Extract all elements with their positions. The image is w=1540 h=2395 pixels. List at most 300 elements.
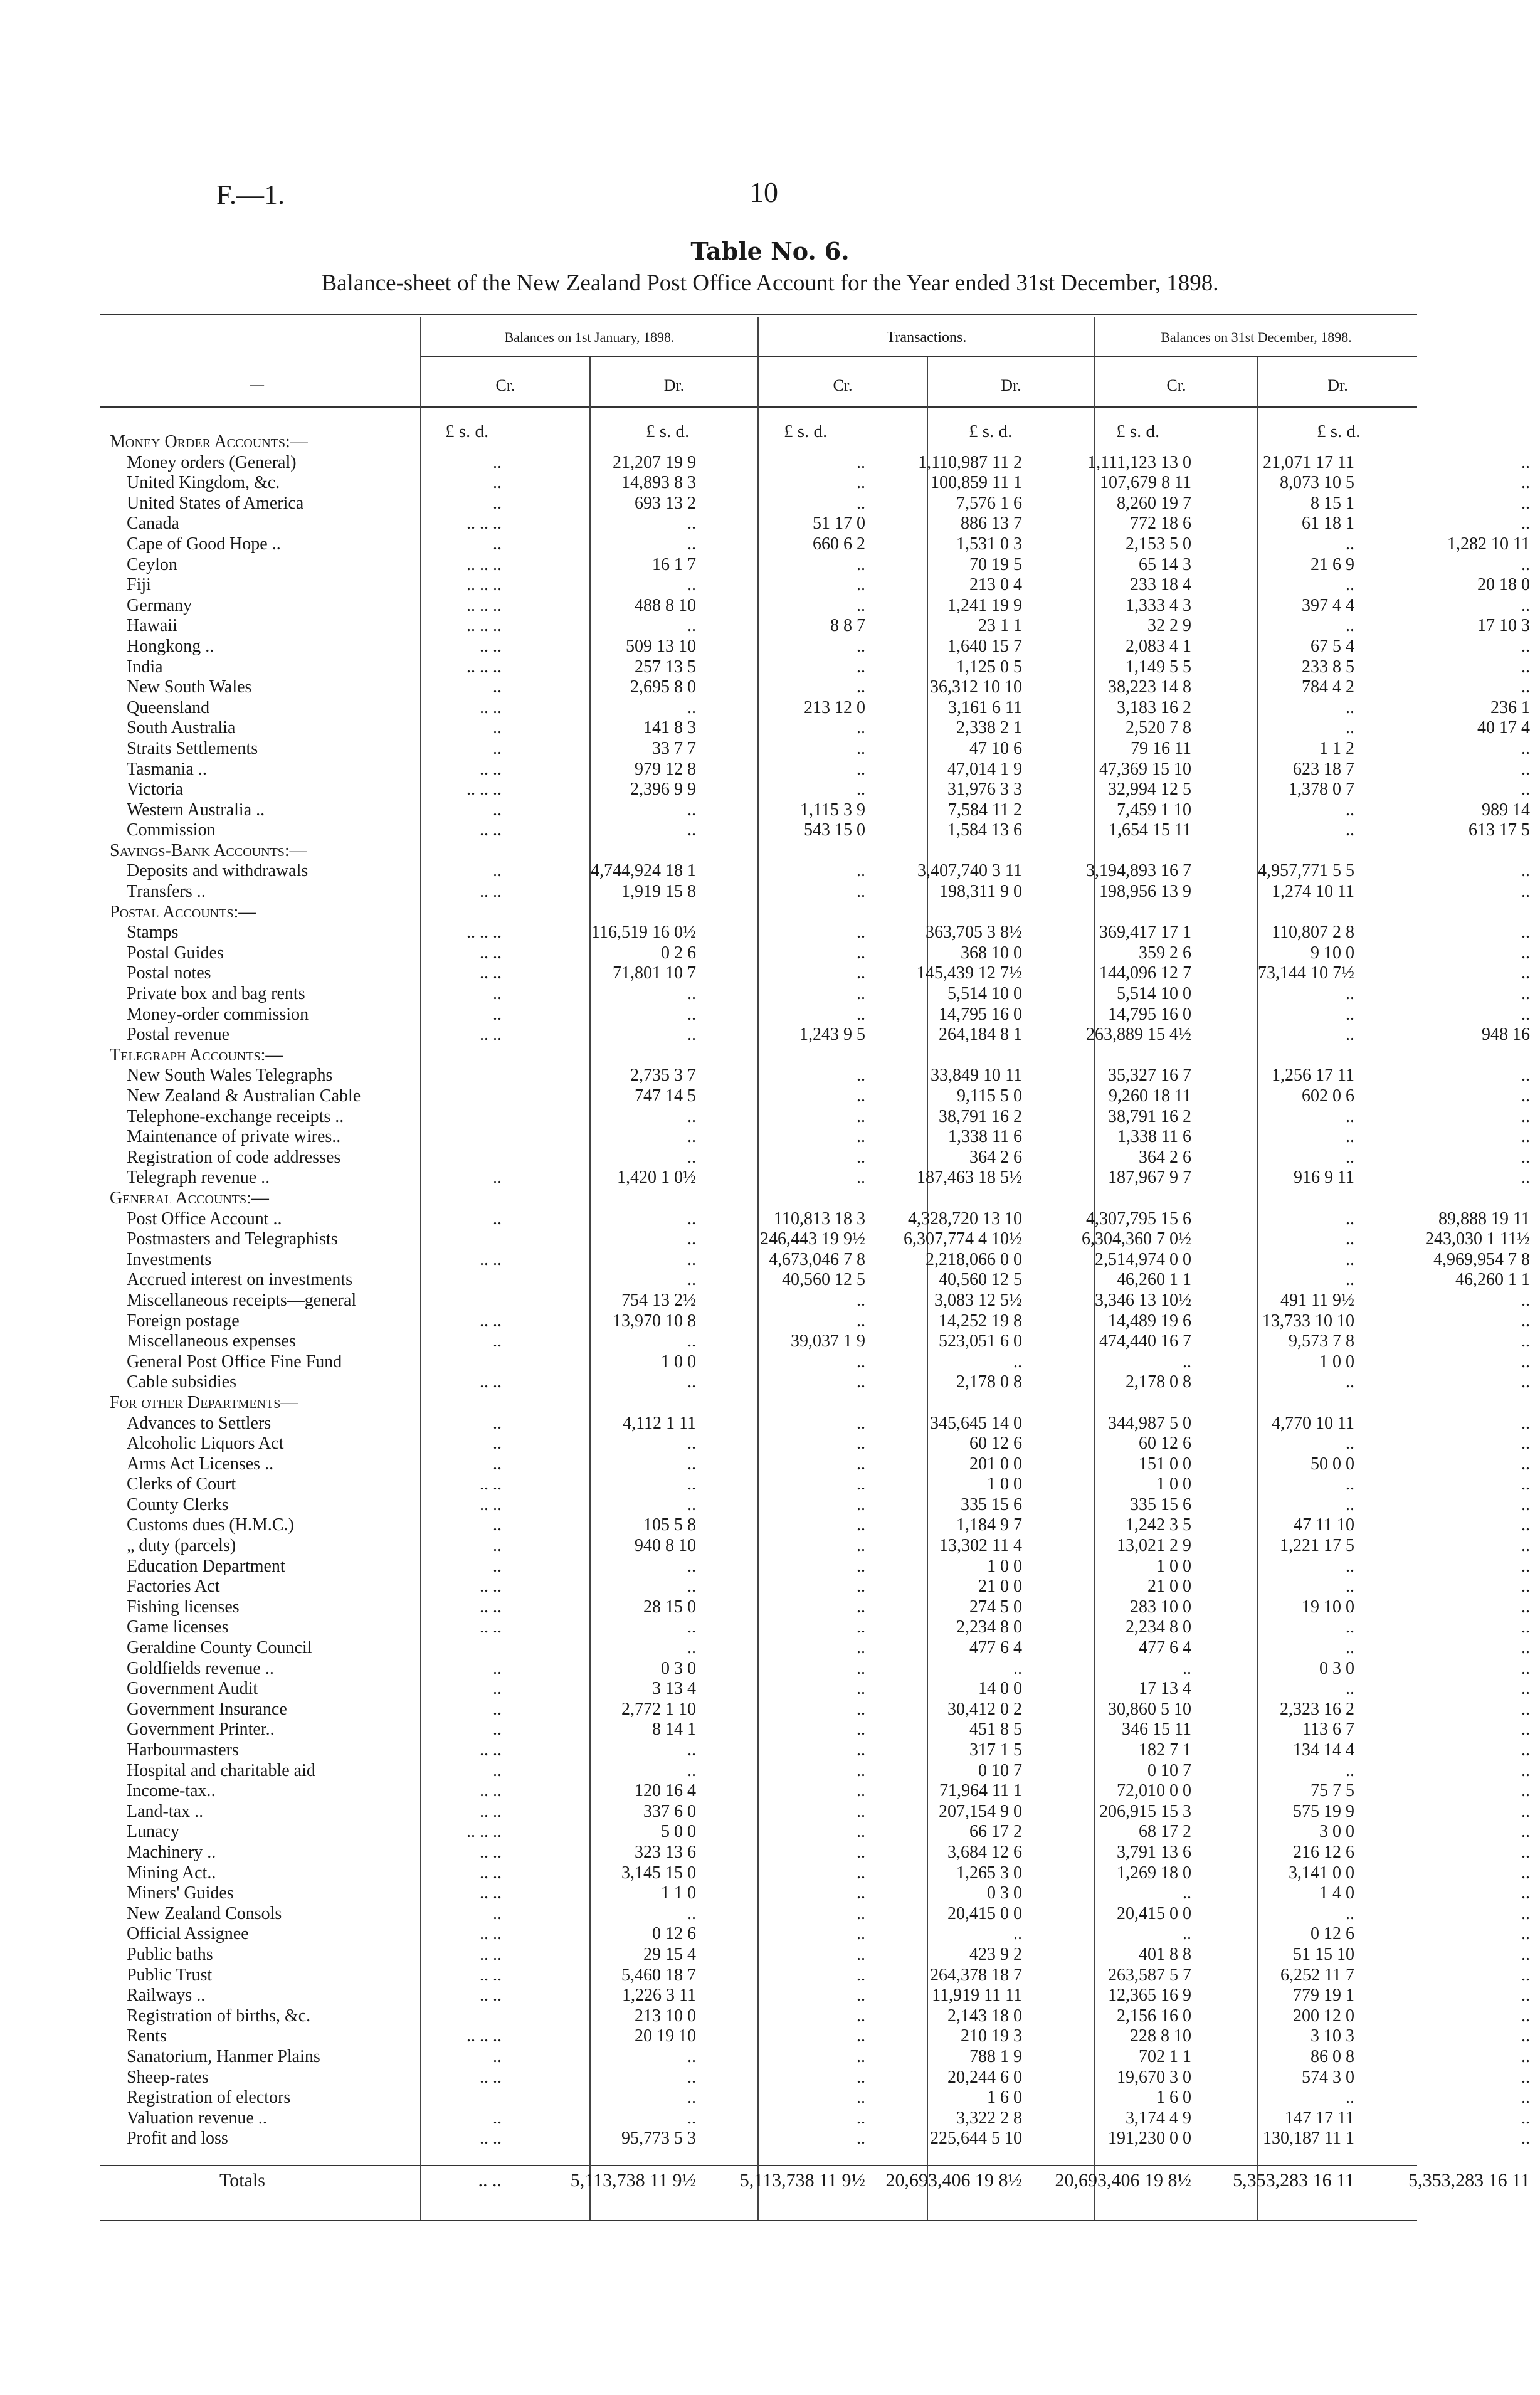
cell-dec-dr: .. bbox=[1521, 1863, 1530, 1883]
account-label: Registration of electors bbox=[127, 2088, 291, 2108]
cell-jan-cr: 3,145 15 0 bbox=[621, 1863, 696, 1883]
table-row bbox=[100, 1617, 1530, 1638]
cell-dec-cr: 916 9 11 bbox=[1294, 1168, 1354, 1188]
leader-dots: .. bbox=[493, 534, 502, 554]
cell-trans-dr: 0 10 7 bbox=[1147, 1760, 1191, 1780]
table-row bbox=[100, 2128, 1530, 2149]
leader-dots: .. bbox=[493, 1004, 502, 1024]
leader-dots: .. bbox=[493, 1720, 502, 1740]
account-label: Harbourmasters bbox=[127, 1740, 239, 1760]
cell-jan-dr: .. bbox=[857, 759, 865, 779]
cell-dec-cr: 574 3 0 bbox=[1302, 2067, 1354, 2087]
cell-jan-cr: 747 14 5 bbox=[635, 1086, 696, 1106]
section-heading-row bbox=[100, 841, 1417, 862]
subheader-cr: Cr. bbox=[1166, 376, 1186, 394]
account-label: Telephone-exchange receipts .. bbox=[127, 1106, 344, 1126]
leader-dots: .. .. bbox=[480, 759, 502, 779]
account-label: Machinery .. bbox=[127, 1842, 216, 1862]
cell-trans-cr: 364 2 6 bbox=[969, 1147, 1022, 1167]
cell-dec-cr: 110,807 2 8 bbox=[1272, 923, 1354, 943]
cell-trans-dr: 206,915 15 3 bbox=[1099, 1801, 1191, 1821]
cell-dec-cr: .. bbox=[1346, 1760, 1354, 1780]
header-bottom-rule bbox=[100, 406, 1417, 408]
leader-dots: .. bbox=[493, 2108, 502, 2128]
cell-trans-dr: 46,260 1 1 bbox=[1117, 1270, 1191, 1290]
cell-trans-cr: 2,143 18 0 bbox=[947, 2006, 1022, 2026]
cell-dec-dr: 1,282 10 11 bbox=[1447, 534, 1530, 554]
cell-jan-cr: .. bbox=[687, 820, 696, 840]
account-label: Advances to Settlers bbox=[127, 1413, 272, 1433]
table-row bbox=[100, 780, 1530, 800]
cell-dec-dr: .. bbox=[1521, 738, 1530, 758]
subheader-dr: Dr. bbox=[1001, 376, 1021, 394]
table-row bbox=[100, 2046, 1530, 2068]
cell-dec-cr: .. bbox=[1346, 1229, 1354, 1249]
cell-jan-dr: .. bbox=[857, 1965, 865, 1985]
cell-dec-cr: 1 1 2 bbox=[1319, 738, 1354, 758]
cell-jan-cr: .. bbox=[687, 1556, 696, 1576]
cell-jan-dr: .. bbox=[857, 452, 865, 472]
account-label: „ duty (parcels) bbox=[127, 1536, 236, 1556]
units-label: £ s. d. bbox=[784, 421, 828, 441]
cell-dec-dr: .. bbox=[1521, 1372, 1530, 1392]
leader-dots: .. bbox=[493, 1434, 502, 1454]
cell-trans-dr: 2,083 4 1 bbox=[1126, 636, 1191, 656]
table-row bbox=[100, 1699, 1530, 1720]
cell-jan-cr: 979 12 8 bbox=[635, 759, 696, 779]
table-row bbox=[100, 1372, 1530, 1393]
cell-jan-cr: 28 15 0 bbox=[643, 1597, 696, 1617]
account-label: Ceylon bbox=[127, 554, 177, 574]
cell-jan-dr: .. bbox=[857, 780, 865, 800]
cell-trans-dr: 9,260 18 11 bbox=[1109, 1086, 1191, 1106]
cell-trans-dr: 182 7 1 bbox=[1139, 1740, 1191, 1760]
cell-trans-cr: 71,964 11 1 bbox=[939, 1781, 1022, 1801]
cell-dec-cr: 75 7 5 bbox=[1311, 1781, 1354, 1801]
cell-trans-cr: 210 19 3 bbox=[961, 2026, 1022, 2046]
total-trans-cr: 20,693,406 19 8½ bbox=[885, 2170, 1022, 2191]
cell-trans-dr: 1 6 0 bbox=[1156, 2088, 1191, 2108]
cell-jan-dr: 51 17 0 bbox=[813, 514, 865, 534]
table-row bbox=[100, 575, 1530, 596]
cell-trans-dr: .. bbox=[1183, 1351, 1191, 1372]
account-label: Commission bbox=[127, 820, 216, 840]
cell-trans-dr: 772 18 6 bbox=[1130, 514, 1191, 534]
table-row bbox=[100, 1106, 1530, 1128]
account-label: Postmasters and Telegraphists bbox=[127, 1229, 338, 1249]
cell-jan-cr: .. bbox=[687, 1331, 696, 1351]
account-label: Fishing licenses bbox=[127, 1597, 240, 1617]
cell-jan-cr: .. bbox=[687, 2088, 696, 2108]
table-row bbox=[100, 1577, 1530, 1597]
cell-dec-dr: .. bbox=[1521, 636, 1530, 656]
cell-jan-dr: .. bbox=[857, 1863, 865, 1883]
account-label: Private box and bag rents bbox=[127, 984, 305, 1004]
cell-dec-cr: 216 12 6 bbox=[1293, 1842, 1354, 1862]
cell-dec-dr: 236 1 bbox=[1490, 697, 1530, 717]
cell-dec-cr: 491 11 9½ bbox=[1280, 1290, 1354, 1310]
table-row bbox=[100, 1556, 1530, 1577]
cell-trans-dr: 1,149 5 5 bbox=[1126, 657, 1191, 677]
cell-dec-dr: .. bbox=[1521, 1311, 1530, 1331]
cell-jan-cr: .. bbox=[687, 1372, 696, 1392]
cell-jan-cr: 120 16 4 bbox=[635, 1781, 696, 1801]
cell-dec-dr: .. bbox=[1521, 1760, 1530, 1780]
account-label: Official Assignee bbox=[127, 1924, 249, 1944]
account-label: Postal revenue bbox=[127, 1025, 230, 1045]
account-label: Telegraph revenue .. bbox=[127, 1168, 270, 1188]
table-row bbox=[100, 1515, 1530, 1536]
cell-dec-cr: .. bbox=[1346, 534, 1354, 554]
account-label: Investments bbox=[127, 1249, 212, 1269]
account-label: Cape of Good Hope .. bbox=[127, 534, 281, 554]
cell-trans-cr: 66 17 2 bbox=[969, 1822, 1022, 1842]
table-row bbox=[100, 1842, 1530, 1863]
cell-trans-cr: 5,514 10 0 bbox=[947, 984, 1022, 1004]
cell-trans-cr: 187,463 18 5½ bbox=[917, 1168, 1022, 1188]
cell-jan-cr: 1,420 1 0½ bbox=[617, 1168, 696, 1188]
leader-dots: .. .. bbox=[480, 1597, 502, 1617]
cell-dec-dr: .. bbox=[1521, 1106, 1530, 1126]
leader-dots: .. bbox=[493, 1454, 502, 1474]
cell-dec-cr: 397 4 4 bbox=[1302, 595, 1354, 615]
cell-trans-dr: .. bbox=[1183, 1883, 1191, 1903]
table-row bbox=[100, 1658, 1530, 1679]
leader-dots: .. .. .. bbox=[467, 616, 502, 636]
cell-dec-dr: .. bbox=[1521, 2108, 1530, 2128]
leader-dots: .. .. .. bbox=[467, 1822, 502, 1842]
cell-dec-cr: 6,252 11 7 bbox=[1280, 1965, 1354, 1985]
cell-dec-cr: 1 4 0 bbox=[1319, 1883, 1354, 1903]
cell-trans-dr: 7,459 1 10 bbox=[1117, 800, 1191, 820]
cell-jan-dr: .. bbox=[857, 943, 865, 963]
cell-jan-cr: 14,893 8 3 bbox=[621, 473, 696, 493]
table-row bbox=[100, 1168, 1530, 1188]
leader-dots: .. bbox=[493, 1515, 502, 1535]
cell-dec-dr: .. bbox=[1521, 943, 1530, 963]
leader-dots: .. .. bbox=[480, 2128, 502, 2149]
cell-dec-dr: .. bbox=[1521, 2006, 1530, 2026]
cell-dec-cr: 47 11 10 bbox=[1294, 1515, 1354, 1535]
cell-jan-dr: 8 8 7 bbox=[830, 616, 865, 636]
cell-jan-cr: .. bbox=[687, 1454, 696, 1474]
account-label: Accrued interest on investments bbox=[127, 1270, 353, 1290]
leader-dots: .. .. bbox=[480, 820, 502, 840]
table-row bbox=[100, 1331, 1530, 1352]
cell-trans-cr: 368 10 0 bbox=[961, 943, 1022, 963]
cell-dec-dr: .. bbox=[1521, 1434, 1530, 1454]
cell-dec-cr: .. bbox=[1346, 1372, 1354, 1392]
cell-trans-cr: 1,184 9 7 bbox=[956, 1515, 1022, 1535]
cell-jan-dr: 1,115 3 9 bbox=[800, 800, 865, 820]
cell-dec-dr: .. bbox=[1521, 1781, 1530, 1801]
cell-dec-cr: .. bbox=[1346, 1577, 1354, 1597]
cell-dec-cr: 575 19 9 bbox=[1293, 1801, 1354, 1821]
cell-trans-cr: 2,338 2 1 bbox=[956, 718, 1022, 738]
cell-trans-dr: 228 8 10 bbox=[1130, 2026, 1191, 2046]
cell-jan-dr: .. bbox=[857, 1924, 865, 1944]
cell-dec-cr: 113 6 7 bbox=[1302, 1720, 1354, 1740]
cell-jan-cr: 4,744,924 18 1 bbox=[591, 861, 696, 881]
cell-jan-cr: 2,772 1 10 bbox=[621, 1699, 696, 1719]
cell-dec-cr: 200 12 0 bbox=[1293, 2006, 1354, 2026]
account-label: Money orders (General) bbox=[127, 452, 297, 472]
cell-trans-cr: 423 9 2 bbox=[969, 1944, 1022, 1964]
table-row bbox=[100, 1270, 1530, 1291]
cell-dec-cr: .. bbox=[1346, 1494, 1354, 1515]
cell-jan-cr: .. bbox=[687, 1577, 696, 1597]
cell-jan-cr: .. bbox=[687, 575, 696, 595]
leader-dots: .. bbox=[493, 452, 502, 472]
section-heading-row bbox=[100, 1045, 1417, 1066]
cell-jan-cr: .. bbox=[687, 800, 696, 820]
cell-dec-dr: .. bbox=[1521, 1658, 1530, 1678]
table-row bbox=[100, 1208, 1530, 1230]
page-number: 10 bbox=[749, 176, 778, 208]
cell-dec-dr: 20 18 0 bbox=[1477, 575, 1530, 595]
leader-dots: .. .. bbox=[480, 1924, 502, 1944]
cell-trans-dr: 191,230 0 0 bbox=[1108, 2128, 1191, 2149]
cell-trans-cr: 13,302 11 4 bbox=[939, 1536, 1022, 1556]
leader-dots: .. .. .. bbox=[467, 575, 502, 595]
account-label: Stamps bbox=[127, 923, 179, 943]
table-row bbox=[100, 1822, 1530, 1843]
cell-trans-dr: 4,307,795 15 6 bbox=[1086, 1208, 1191, 1229]
cell-trans-cr: 198,311 9 0 bbox=[939, 882, 1022, 902]
leader-dots: .. .. .. bbox=[467, 657, 502, 677]
header-transactions: Transactions. bbox=[886, 329, 967, 346]
cell-dec-cr: 623 18 7 bbox=[1293, 759, 1354, 779]
cell-trans-cr: 3,684 12 6 bbox=[947, 1842, 1022, 1862]
cell-jan-dr: 660 6 2 bbox=[813, 534, 865, 554]
total-dec-cr: 5,353,283 16 11 bbox=[1233, 2170, 1354, 2191]
leader-dots: .. .. bbox=[480, 1985, 502, 2006]
cell-dec-dr: .. bbox=[1521, 882, 1530, 902]
cell-dec-cr: .. bbox=[1346, 1617, 1354, 1637]
table-row bbox=[100, 677, 1530, 698]
cell-jan-dr: .. bbox=[857, 575, 865, 595]
cell-trans-dr: 1,338 11 6 bbox=[1117, 1127, 1191, 1147]
header-balances-jan: Balances on 1st January, 1898. bbox=[504, 329, 675, 345]
cell-dec-cr: 1 0 0 bbox=[1319, 1351, 1354, 1372]
cell-trans-dr: 38,223 14 8 bbox=[1108, 677, 1191, 697]
table-row bbox=[100, 1536, 1530, 1557]
table-row bbox=[100, 534, 1530, 555]
account-label: Registration of code addresses bbox=[127, 1147, 341, 1167]
cell-dec-dr: .. bbox=[1521, 2046, 1530, 2066]
leader-dots: .. .. bbox=[480, 1494, 502, 1515]
cell-jan-dr: .. bbox=[857, 2046, 865, 2066]
cell-dec-dr: 4,969,954 7 8 bbox=[1433, 1249, 1530, 1269]
units-label: £ s. d. bbox=[646, 421, 690, 441]
leader-dots: .. .. bbox=[478, 2170, 502, 2191]
cell-jan-cr: .. bbox=[687, 1147, 696, 1167]
leader-dots: .. bbox=[493, 1168, 502, 1188]
document-code: F.—1. bbox=[216, 179, 285, 210]
cell-jan-dr: 213 12 0 bbox=[804, 697, 865, 717]
cell-jan-dr: .. bbox=[857, 1168, 865, 1188]
cell-jan-cr: 1,226 3 11 bbox=[622, 1985, 696, 2006]
cell-jan-cr: 1,919 15 8 bbox=[621, 882, 696, 902]
cell-jan-cr: .. bbox=[687, 984, 696, 1004]
cell-trans-dr: .. bbox=[1183, 1658, 1191, 1678]
cell-trans-dr: 2,514,974 0 0 bbox=[1095, 1249, 1191, 1269]
cell-jan-dr: .. bbox=[857, 1638, 865, 1658]
cell-dec-dr: 613 17 5 bbox=[1469, 820, 1530, 840]
account-label: Maintenance of private wires.. bbox=[127, 1127, 341, 1147]
cell-jan-cr: .. bbox=[687, 1106, 696, 1126]
cell-jan-dr: .. bbox=[857, 677, 865, 697]
table-row bbox=[100, 1434, 1530, 1454]
table-row bbox=[100, 861, 1530, 882]
cell-jan-dr: .. bbox=[857, 636, 865, 656]
cell-trans-dr: 3,183 16 2 bbox=[1117, 697, 1191, 717]
cell-jan-dr: .. bbox=[857, 1127, 865, 1147]
cell-dec-dr: .. bbox=[1521, 1494, 1530, 1515]
cell-dec-cr: 134 14 4 bbox=[1293, 1740, 1354, 1760]
leader-dots: .. .. bbox=[480, 1025, 502, 1045]
cell-dec-cr: .. bbox=[1346, 1127, 1354, 1147]
cell-trans-dr: 6,304,360 7 0½ bbox=[1082, 1229, 1191, 1249]
cell-trans-dr: 2,234 8 0 bbox=[1126, 1617, 1191, 1637]
cell-dec-dr: .. bbox=[1521, 1679, 1530, 1699]
table-row bbox=[100, 1801, 1530, 1822]
cell-trans-cr: 21 0 0 bbox=[978, 1577, 1022, 1597]
cell-dec-cr: 73,144 10 7½ bbox=[1258, 963, 1354, 983]
cell-trans-cr: 20,244 6 0 bbox=[947, 2067, 1022, 2087]
table-row bbox=[100, 1086, 1530, 1107]
leader-dots: .. bbox=[493, 984, 502, 1004]
cell-jan-cr: 488 8 10 bbox=[635, 595, 696, 615]
cell-trans-dr: 32 2 9 bbox=[1147, 616, 1191, 636]
account-label: Post Office Account .. bbox=[127, 1208, 282, 1229]
cell-dec-dr: .. bbox=[1521, 1515, 1530, 1535]
cell-jan-dr: .. bbox=[857, 1883, 865, 1903]
cell-dec-dr: .. bbox=[1521, 759, 1530, 779]
cell-dec-dr: .. bbox=[1521, 1454, 1530, 1474]
cell-dec-dr: .. bbox=[1521, 1965, 1530, 1985]
table-row bbox=[100, 1147, 1530, 1168]
cell-dec-cr: .. bbox=[1346, 1106, 1354, 1126]
cell-jan-dr: .. bbox=[857, 963, 865, 983]
cell-jan-dr: .. bbox=[857, 595, 865, 615]
cell-jan-dr: .. bbox=[857, 1617, 865, 1637]
table-row bbox=[100, 1311, 1530, 1332]
account-label: Canada bbox=[127, 514, 179, 534]
cell-trans-cr: 477 6 4 bbox=[969, 1638, 1022, 1658]
table-row bbox=[100, 1025, 1530, 1045]
cell-trans-cr: 213 0 4 bbox=[969, 575, 1022, 595]
table-row bbox=[100, 1597, 1530, 1618]
cell-jan-dr: .. bbox=[857, 861, 865, 881]
cell-dec-cr: 21 6 9 bbox=[1311, 554, 1354, 574]
leader-dots: .. .. bbox=[480, 1801, 502, 1821]
section-heading: Savings-Bank Accounts:— bbox=[110, 840, 307, 860]
table-row bbox=[100, 616, 1530, 637]
table-title: Table No. 6. bbox=[690, 237, 850, 265]
subheader-cr: Cr. bbox=[833, 376, 853, 394]
cell-jan-dr: .. bbox=[857, 984, 865, 1004]
cell-trans-dr: 369,417 17 1 bbox=[1099, 923, 1191, 943]
cell-jan-dr: 40,560 12 5 bbox=[782, 1270, 865, 1290]
cell-dec-cr: .. bbox=[1346, 1208, 1354, 1229]
cell-dec-dr: .. bbox=[1521, 554, 1530, 574]
cell-dec-cr: 86 0 8 bbox=[1311, 2046, 1354, 2066]
cell-trans-cr: .. bbox=[1013, 1924, 1022, 1944]
cell-jan-cr: 33 7 7 bbox=[652, 738, 696, 758]
cell-trans-cr: 264,184 8 1 bbox=[939, 1025, 1022, 1045]
section-heading-row bbox=[100, 902, 1417, 923]
cell-dec-dr: .. bbox=[1521, 1577, 1530, 1597]
cell-dec-cr: 21,071 17 11 bbox=[1263, 452, 1354, 472]
cell-jan-cr: .. bbox=[687, 1760, 696, 1780]
cell-jan-dr: 246,443 19 9½ bbox=[760, 1229, 865, 1249]
cell-trans-dr: 1 0 0 bbox=[1156, 1474, 1191, 1494]
table-row bbox=[100, 943, 1530, 964]
account-label: Miners' Guides bbox=[127, 1883, 234, 1903]
account-label: United Kingdom, &c. bbox=[127, 473, 280, 493]
cell-jan-dr: .. bbox=[857, 738, 865, 758]
cell-trans-dr: 60 12 6 bbox=[1139, 1434, 1191, 1454]
cell-dec-cr: 1,274 10 11 bbox=[1272, 882, 1354, 902]
cell-jan-cr: 213 10 0 bbox=[635, 2006, 696, 2026]
cell-jan-cr: 3 13 4 bbox=[652, 1679, 696, 1699]
cell-jan-dr: .. bbox=[857, 1944, 865, 1964]
leader-dots: .. .. .. bbox=[467, 2026, 502, 2046]
account-label: India bbox=[127, 657, 163, 677]
cell-jan-cr: 2,396 9 9 bbox=[630, 780, 696, 800]
cell-trans-cr: 9,115 5 0 bbox=[957, 1086, 1022, 1106]
account-label: Money-order commission bbox=[127, 1004, 309, 1024]
cell-dec-cr: .. bbox=[1346, 616, 1354, 636]
cell-jan-cr: 141 8 3 bbox=[643, 718, 696, 738]
cell-trans-dr: 72,010 0 0 bbox=[1117, 1781, 1191, 1801]
cell-jan-cr: 693 13 2 bbox=[635, 493, 696, 513]
cell-jan-cr: .. bbox=[687, 2108, 696, 2128]
account-label: Profit and loss bbox=[127, 2128, 228, 2149]
cell-trans-cr: 31,976 3 3 bbox=[947, 780, 1022, 800]
cell-dec-dr: .. bbox=[1521, 1842, 1530, 1862]
cell-dec-cr: 233 8 5 bbox=[1302, 657, 1354, 677]
cell-dec-cr: .. bbox=[1346, 1147, 1354, 1167]
cell-trans-cr: 33,849 10 11 bbox=[931, 1065, 1022, 1086]
cell-jan-cr: .. bbox=[687, 1434, 696, 1454]
table-row bbox=[100, 2108, 1530, 2129]
account-label: Game licenses bbox=[127, 1617, 229, 1637]
leader-dots: .. .. bbox=[480, 1249, 502, 1269]
cell-jan-dr: .. bbox=[857, 1720, 865, 1740]
table-row bbox=[100, 1740, 1530, 1761]
cell-trans-dr: 233 18 4 bbox=[1130, 575, 1191, 595]
totals-label: Totals bbox=[219, 2170, 265, 2191]
table-row bbox=[100, 882, 1530, 902]
cell-dec-cr: 0 12 6 bbox=[1311, 1924, 1354, 1944]
cell-dec-cr: .. bbox=[1346, 1638, 1354, 1658]
cell-dec-dr: .. bbox=[1521, 1883, 1530, 1903]
cell-trans-dr: 19,670 3 0 bbox=[1117, 2067, 1191, 2087]
section-heading: Telegraph Accounts:— bbox=[110, 1045, 283, 1065]
cell-dec-cr: .. bbox=[1346, 1474, 1354, 1494]
cell-trans-dr: 2,178 0 8 bbox=[1126, 1372, 1191, 1392]
account-label: Arms Act Licenses .. bbox=[127, 1454, 274, 1474]
total-dec-dr: 5,353,283 16 11 bbox=[1408, 2170, 1530, 2191]
cell-trans-cr: 100,859 11 1 bbox=[931, 473, 1022, 493]
cell-dec-dr: .. bbox=[1521, 1985, 1530, 2006]
cell-trans-dr: 1,269 18 0 bbox=[1117, 1863, 1191, 1883]
subheader-cr: Cr. bbox=[495, 376, 515, 394]
cell-trans-dr: 359 2 6 bbox=[1139, 943, 1191, 963]
cell-trans-cr: 523,051 6 0 bbox=[939, 1331, 1022, 1351]
